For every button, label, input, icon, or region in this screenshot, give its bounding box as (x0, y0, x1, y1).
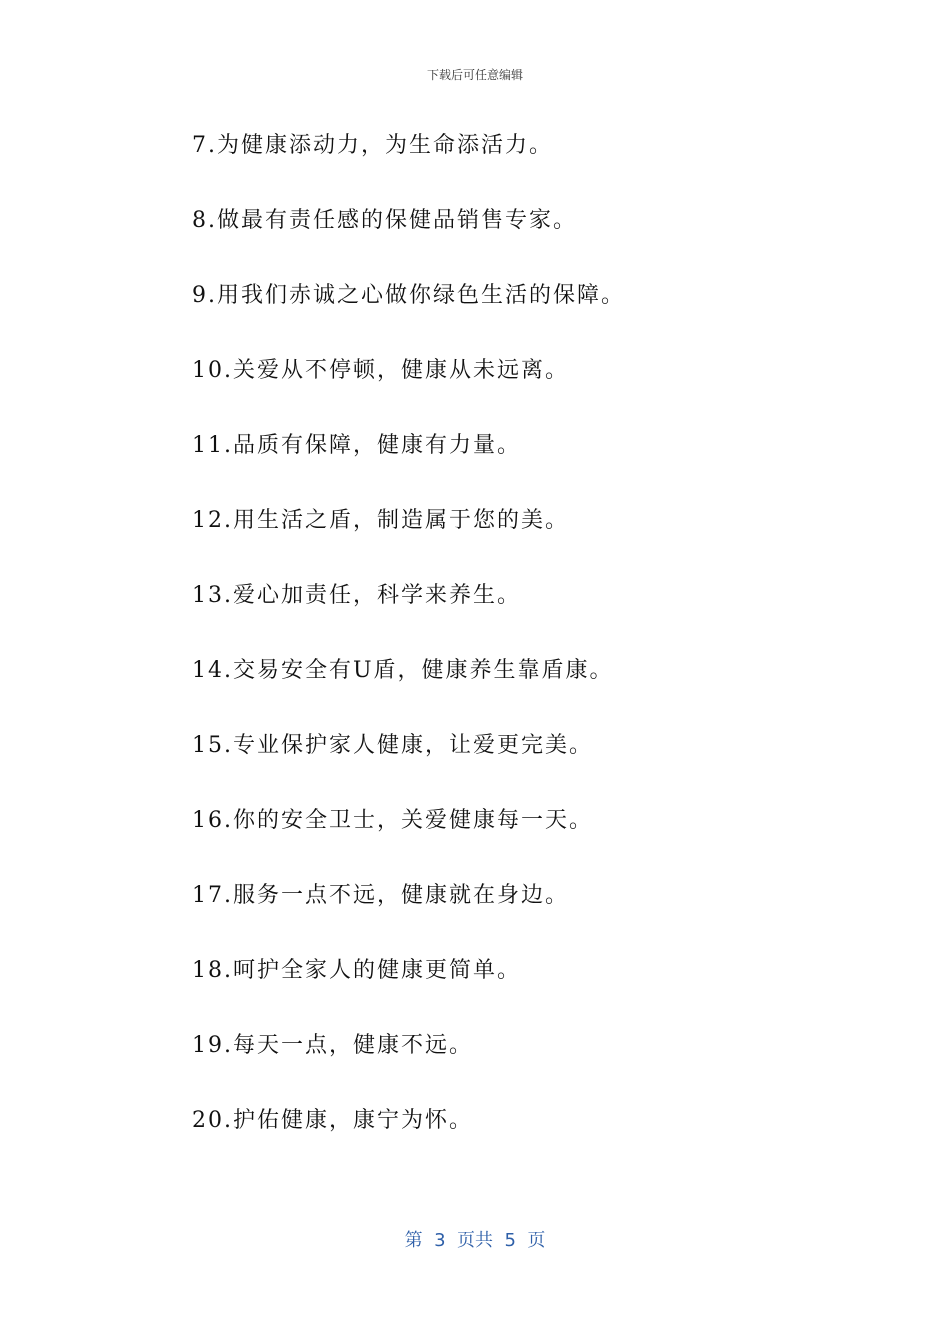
list-item: 16.你的安全卫士，关爱健康每一天。 (192, 808, 593, 833)
list-item: 8.做最有责任感的保健品销售专家。 (192, 208, 577, 233)
list-item: 10.关爱从不停顿，健康从未远离。 (192, 358, 569, 383)
list-item: 9.用我们赤诚之心做你绿色生活的保障。 (192, 283, 625, 308)
list-item: 18.呵护全家人的健康更简单。 (192, 958, 521, 983)
list-item: 15.专业保护家人健康，让爱更完美。 (192, 733, 593, 758)
list-item: 19.每天一点，健康不远。 (192, 1033, 473, 1058)
list-item: 12.用生活之盾，制造属于您的美。 (192, 508, 569, 533)
page-header: 下载后可任意编辑 (426, 68, 523, 82)
list-item: 7.为健康添动力，为生命添活力。 (192, 133, 553, 158)
list-item: 11.品质有保障，健康有力量。 (192, 433, 521, 458)
slogan-list (192, 128, 625, 1178)
page-number-footer: 第 3 页共 5 页 (404, 1230, 546, 1251)
list-item: 20.护佑健康，康宁为怀。 (192, 1108, 473, 1133)
list-item: 17.服务一点不远，健康就在身边。 (192, 883, 569, 908)
list-item: 13.爱心加责任，科学来养生。 (192, 583, 521, 608)
list-item: 14.交易安全有U盾，健康养生靠盾康。 (192, 658, 614, 683)
